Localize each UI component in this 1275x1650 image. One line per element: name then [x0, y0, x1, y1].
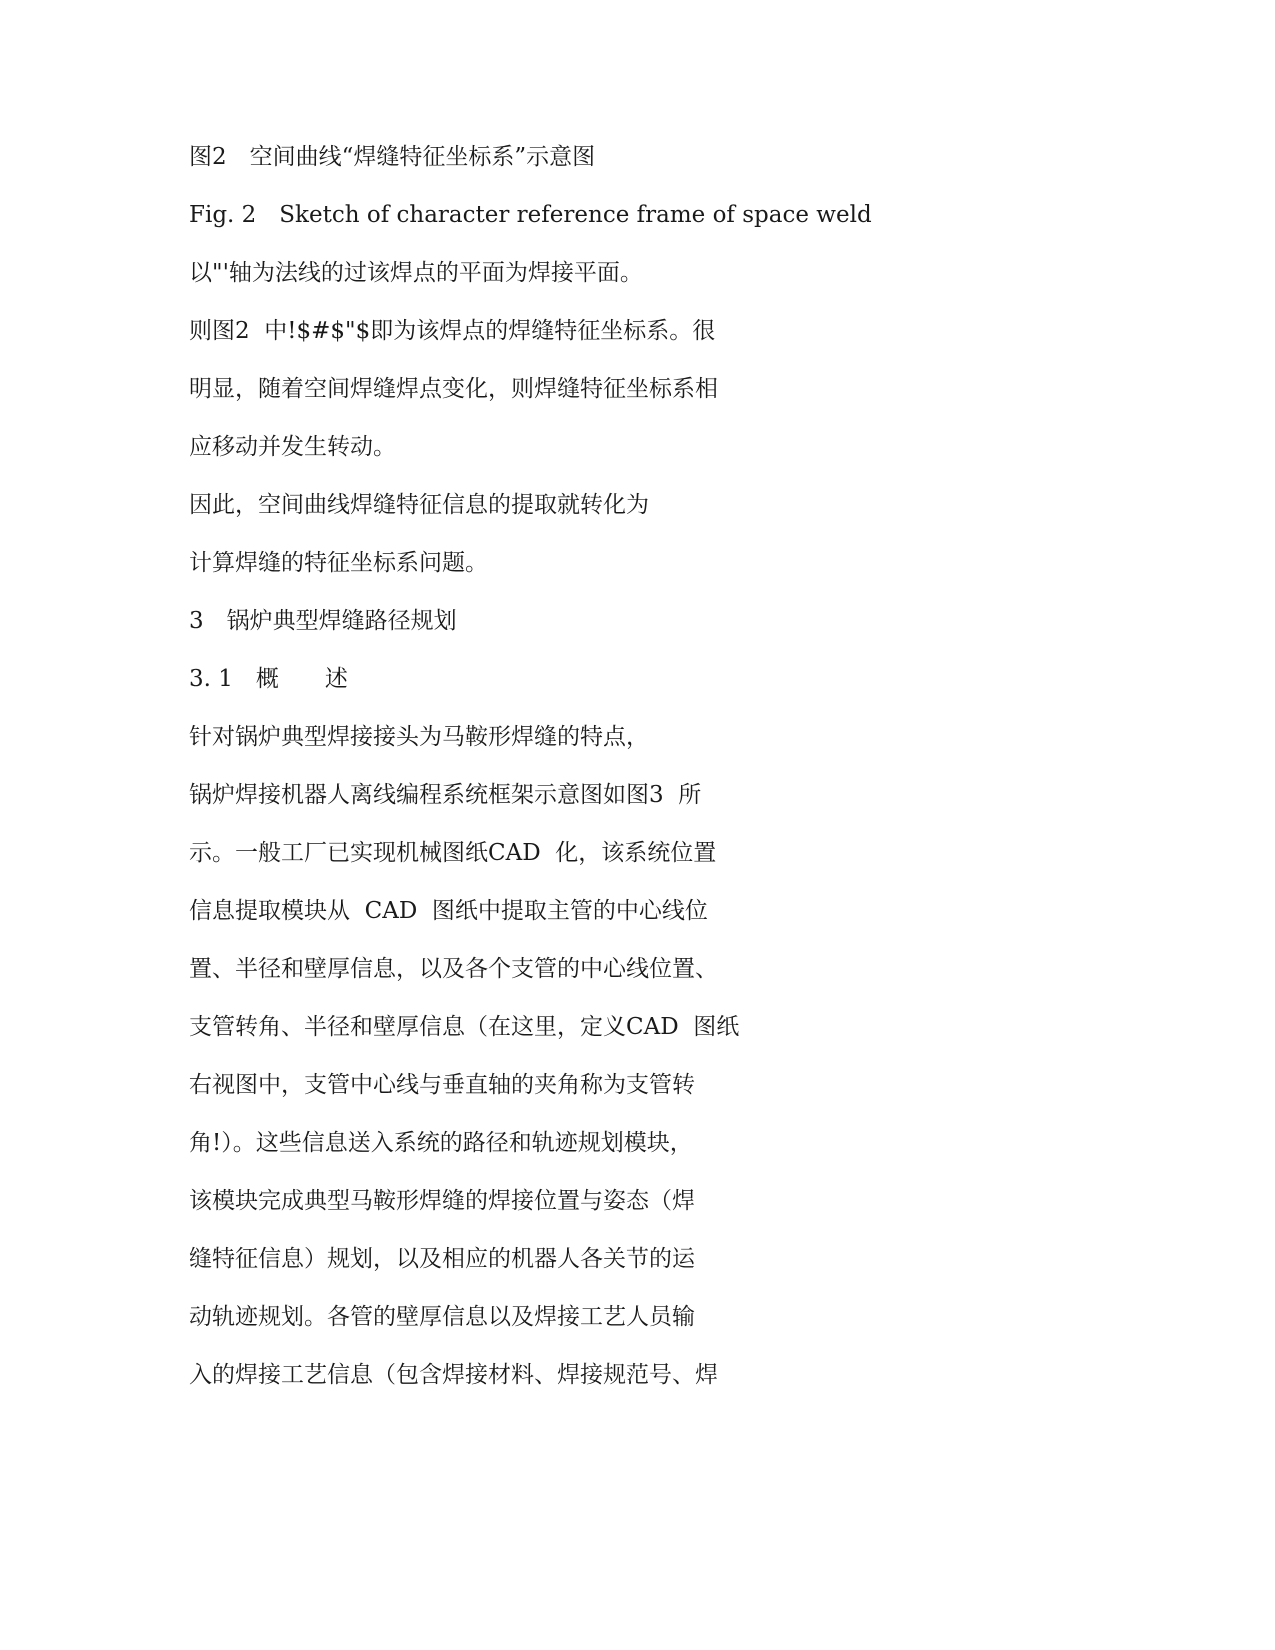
- text-line: 支管转角、半径和壁厚信息（在这里，定义CAD 图纸: [189, 1014, 740, 1040]
- text-line: 角!）。这些信息送入系统的路径和轨迹规划模块，: [189, 1130, 693, 1156]
- figure-caption-en: Fig. 2 Sketch of character reference frame of space weld: [189, 202, 872, 228]
- text-line: 右视图中，支管中心线与垂直轴的夹角称为支管转: [189, 1072, 695, 1098]
- text-line: 锅炉焊接机器人离线编程系统框架示意图如图3 所: [189, 782, 702, 808]
- text-line: 置、半径和壁厚信息，以及各个支管的中心线位置、: [189, 956, 718, 982]
- text-line: 明显，随着空间焊缝焊点变化，则焊缝特征坐标系相: [189, 376, 718, 402]
- text-line: 计算焊缝的特征坐标系问题。: [189, 550, 488, 576]
- text-line: 示。一般工厂已实现机械图纸CAD 化，该系统位置: [189, 840, 717, 866]
- subsection-heading: 3. 1 概 述: [189, 666, 348, 692]
- text-line: 该模块完成典型马鞍形焊缝的焊接位置与姿态（焊: [189, 1188, 695, 1214]
- text-line: 则图2 中!$#$"$即为该焊点的焊缝特征坐标系。很: [189, 318, 716, 344]
- text-line: 应移动并发生转动。: [189, 434, 396, 460]
- section-heading: 3 锅炉典型焊缝路径规划: [189, 608, 457, 634]
- text-line: 缝特征信息）规划，以及相应的机器人各关节的运: [189, 1246, 695, 1272]
- text-line: 信息提取模块从 CAD 图纸中提取主管的中心线位: [189, 898, 708, 924]
- text-line: 针对锅炉典型焊接接头为马鞍形焊缝的特点，: [189, 724, 649, 750]
- text-line: 入的焊接工艺信息（包含焊接材料、焊接规范号、焊: [189, 1362, 718, 1388]
- text-line: 因此，空间曲线焊缝特征信息的提取就转化为: [189, 492, 649, 518]
- text-line: 以"'轴为法线的过该焊点的平面为焊接平面。: [189, 260, 643, 286]
- text-line: 动轨迹规划。各管的壁厚信息以及焊接工艺人员输: [189, 1304, 695, 1330]
- figure-caption-cn: 图2 空间曲线“焊缝特征坐标系”示意图: [189, 144, 596, 170]
